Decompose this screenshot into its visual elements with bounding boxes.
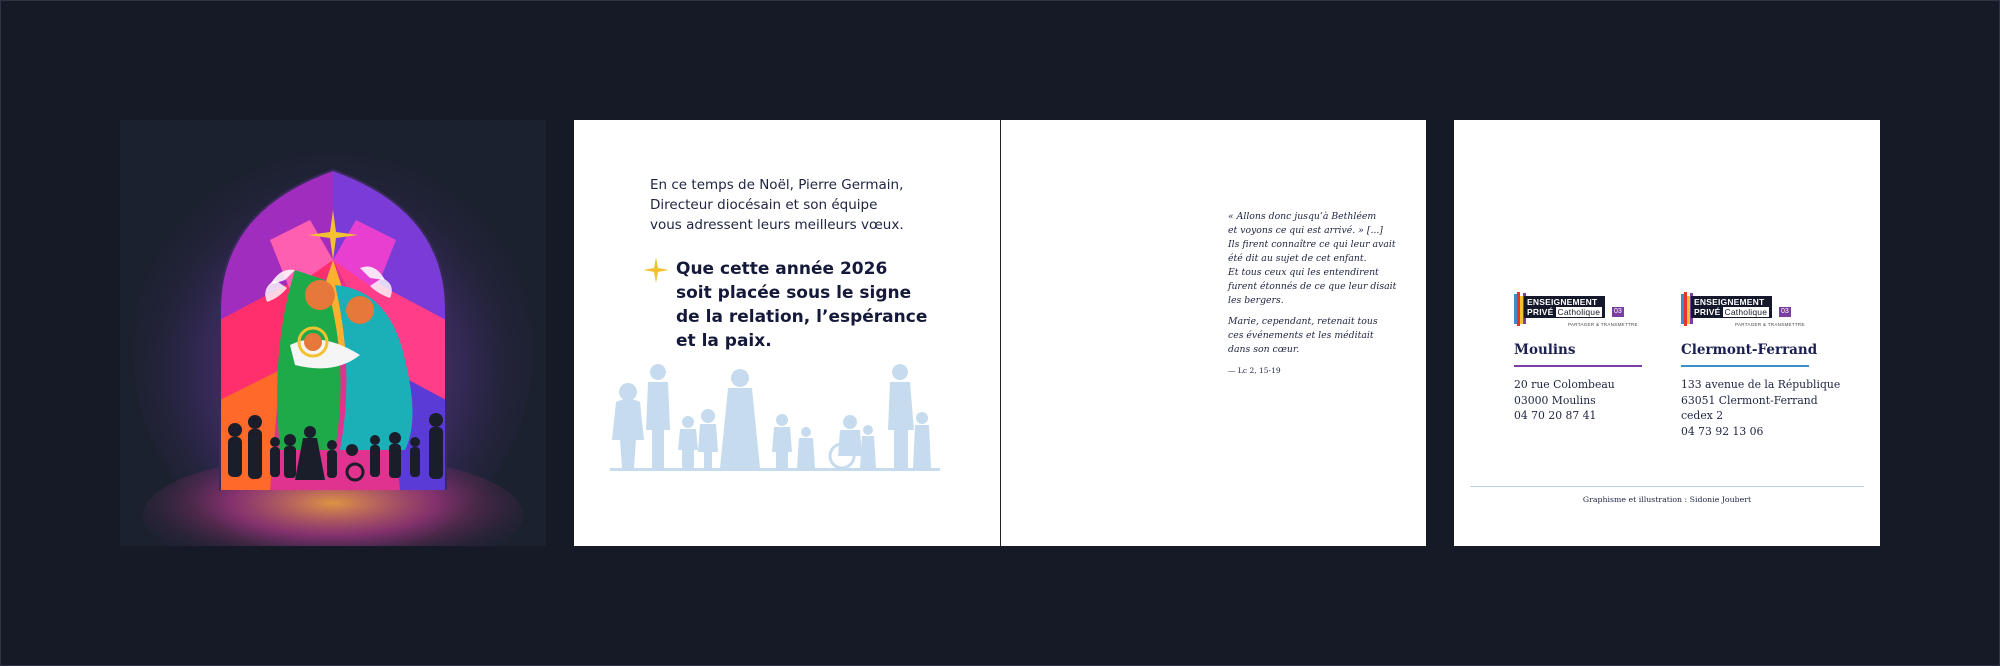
quote-line: dans son cœur. [1228,344,1300,355]
office-city-moulins: Moulins [1514,342,1576,358]
quote-line: Marie, cependant, retenait tous [1228,316,1378,327]
wish-line: de la relation, l’espérance [676,307,928,327]
address-line: cedex 2 [1681,409,1724,422]
quote-line: Et tous ceux qui les entendirent [1228,267,1379,278]
office-divider-moulins [1514,365,1642,367]
greeting-line: En ce temps de Noël, Pierre Germain, [650,177,904,193]
greeting-intro [650,175,950,235]
card-inside-right [1000,120,1426,546]
wish-line: soit placée sous le signe [676,283,912,303]
quote-line: furent étonnés de ce que leur disait [1228,281,1397,292]
quote-line: Ils firent connaître ce qui leur avait [1228,239,1396,250]
address-line: 133 avenue de la République [1681,378,1841,391]
design-credit: Graphisme et illustration : Sidonie Joubert [1582,495,1752,504]
enseignement-prive-logo-moulins [1514,292,1638,330]
wish-line: et la paix. [676,331,772,351]
paragraph-gap [1228,308,1388,315]
office-address-clermont [1681,377,1840,439]
quote-line: les bergers. [1228,295,1284,306]
people-silhouettes-illustration [610,360,940,490]
office-address-moulins [1514,377,1615,424]
card-cover [120,120,546,546]
nativity-stained-glass-illustration [120,120,546,546]
quote-line: et voyons ce qui est arrivé. » [...] [1228,225,1383,236]
logo-department-number: 03 [1614,308,1622,315]
new-year-wish [676,257,927,353]
address-line: 20 rue Colombeau [1514,378,1615,391]
office-city-clermont: Clermont-Ferrand [1681,342,1818,358]
logo-tagline: PARTAGER & TRANSMETTRE [1568,322,1638,327]
scripture-quote [1228,210,1397,357]
quote-line: ces événements et les méditait [1228,330,1374,341]
address-line: 03000 Moulins [1514,393,1596,407]
footer-divider [1470,486,1864,487]
card-inside-left [574,120,1000,546]
address-line: 63051 Clermont-Ferrand [1681,393,1818,407]
star-icon [642,256,670,284]
quote-line: été dit au sujet de cet enfant. [1228,253,1367,264]
card-back [1454,120,1880,546]
scripture-reference: — Lc 2, 15-19 [1228,366,1281,375]
logo-wordmark: ENSEIGNEMENT PRIVÉ Catholique [1524,296,1605,318]
address-line: 04 73 92 13 06 [1681,424,1764,438]
logo-department-number: 03 [1781,308,1789,315]
quote-line: « Allons donc jusqu’à Bethléem [1228,211,1377,222]
logo-wordmark: ENSEIGNEMENT PRIVÉ Catholique [1691,296,1772,318]
wish-line: Que cette année 2026 [676,259,888,279]
enseignement-prive-logo-clermont [1681,292,1805,330]
office-divider-clermont [1681,365,1809,367]
logo-tagline: PARTAGER & TRANSMETTRE [1735,322,1805,327]
greeting-line: Directeur diocésain et son équipe [650,197,878,213]
greeting-line: vous adressent leurs meilleurs vœux. [650,217,904,233]
address-line: 04 70 20 87 41 [1514,409,1597,422]
